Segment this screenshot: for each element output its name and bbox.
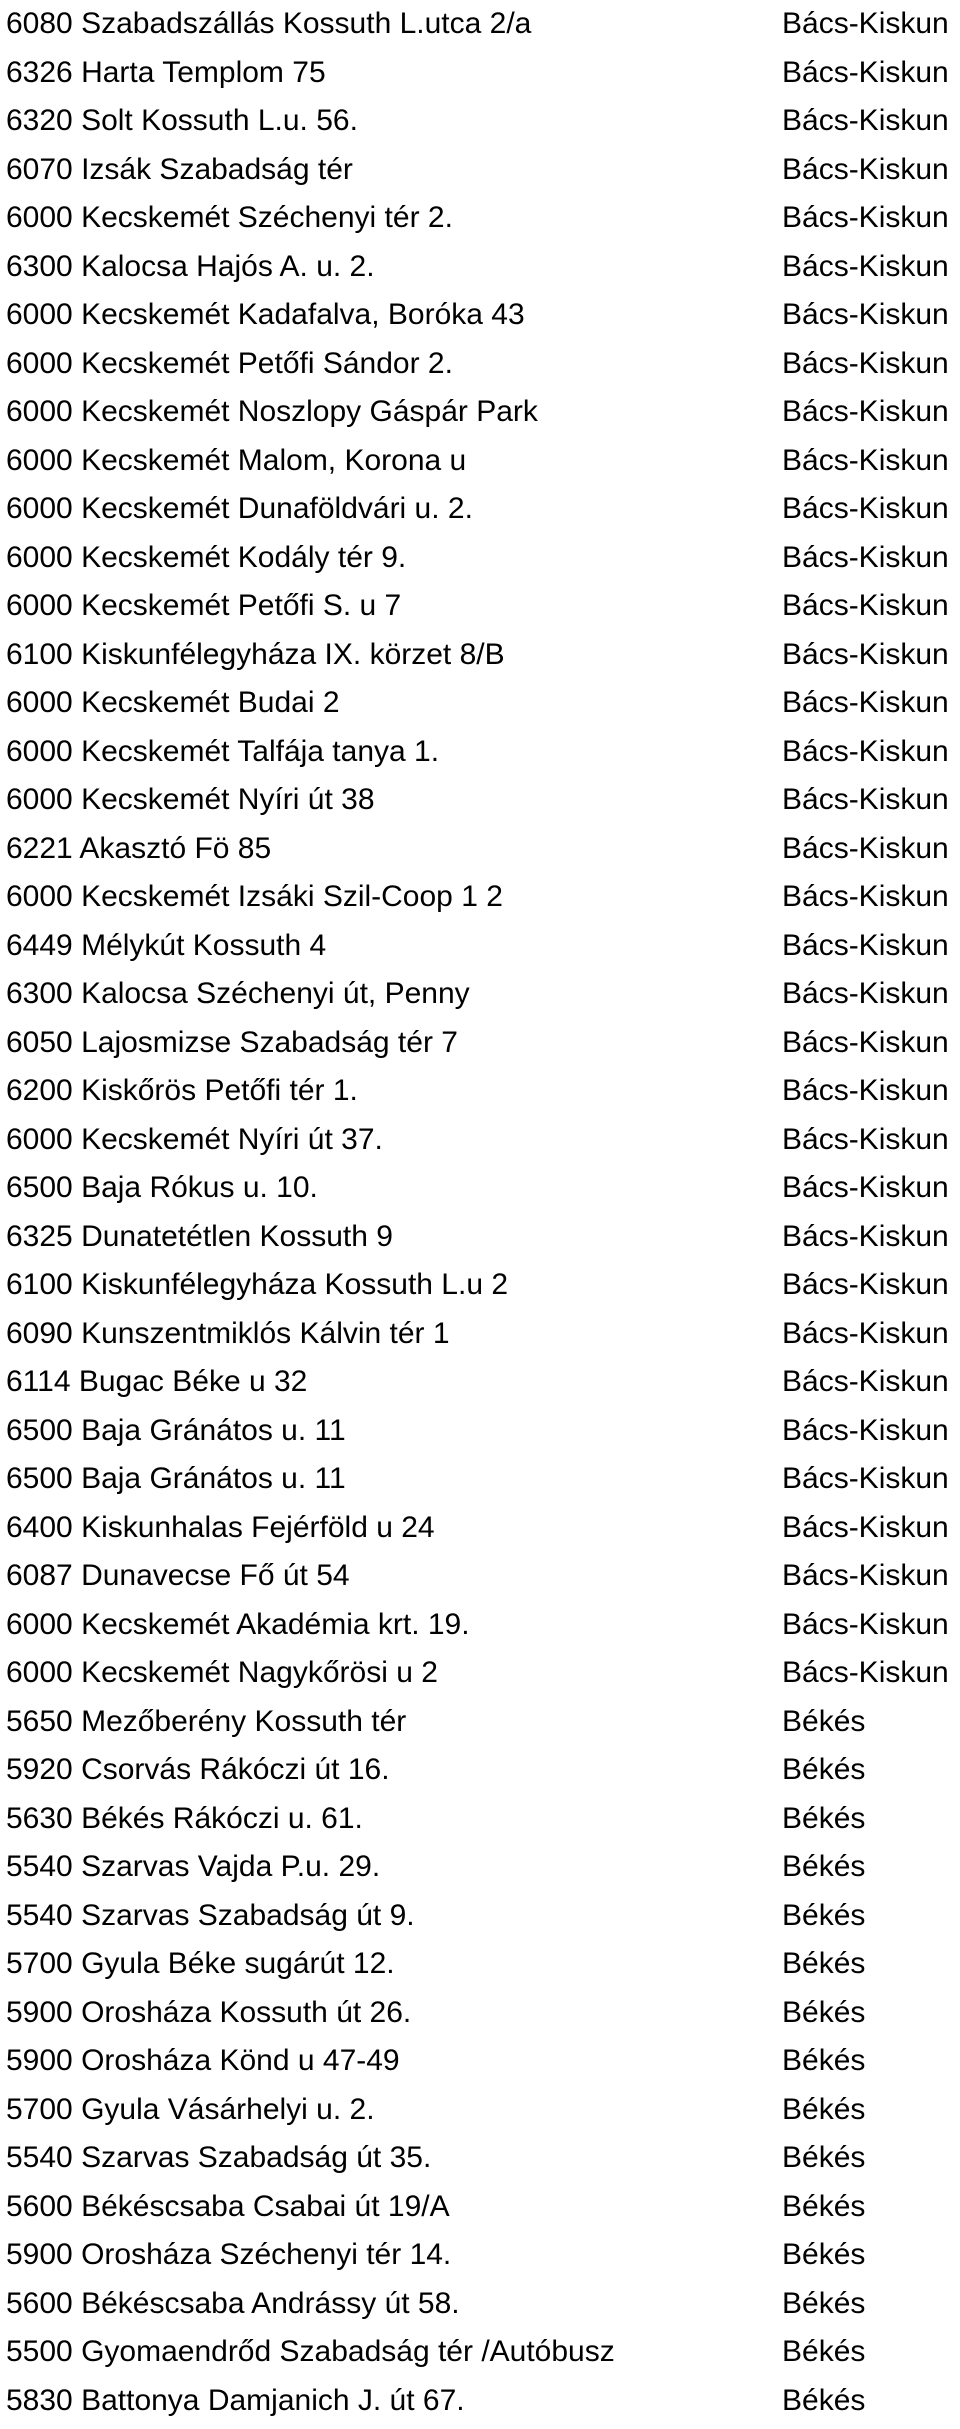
address-text: 6200 Kiskőrös Petőfi tér 1. [6, 1074, 358, 1107]
list-item [0, 1698, 960, 1747]
address-text: 5700 Gyula Vásárhelyi u. 2. [6, 2092, 375, 2126]
list-item [0, 1213, 960, 1262]
list-item [0, 970, 960, 1019]
county-text: Bács-Kiskun [782, 1510, 949, 1544]
list-item [0, 1407, 960, 1456]
list-item [0, 2328, 960, 2377]
list-item [0, 49, 960, 98]
county-text: Bács-Kiskun [782, 928, 949, 962]
list-item [0, 1358, 960, 1407]
address-text: 5500 Gyomaendrőd Szabadság tér /Autóbusz [6, 2335, 615, 2368]
list-item [0, 1019, 960, 1068]
address-text: 6400 Kiskunhalas Fejérföld u 24 [6, 1510, 435, 1544]
county-text: Békés [782, 2335, 866, 2368]
address-text: 5630 Békés Rákóczi u. 61. [6, 1801, 363, 1835]
address-text: 6000 Kecskemét Nyíri út 37. [6, 1122, 383, 1156]
county-text: Bács-Kiskun [782, 589, 949, 622]
list-item [0, 194, 960, 243]
county-text: Békés [782, 2044, 866, 2077]
list-item [0, 534, 960, 583]
address-text: 6000 Kecskemét Budai 2 [6, 686, 340, 719]
list-item [0, 631, 960, 680]
county-text: Békés [782, 1995, 866, 2029]
list-item [0, 776, 960, 825]
address-text: 6000 Kecskemét Kadafalva, Boróka 43 [6, 298, 525, 331]
address-text: 6070 Izsák Szabadság tér [6, 152, 353, 186]
address-text: 6000 Kecskemét Noszlopy Gáspár Park [6, 395, 538, 428]
county-text: Bács-Kiskun [782, 1316, 949, 1350]
county-text: Békés [782, 2141, 866, 2174]
list-item [0, 243, 960, 292]
address-text: 5920 Csorvás Rákóczi út 16. [6, 1753, 390, 1786]
list-item [0, 1164, 960, 1213]
county-text: Békés [782, 1850, 866, 1883]
address-text: 6050 Lajosmizse Szabadság tér 7 [6, 1025, 458, 1059]
list-item [0, 1261, 960, 1310]
address-text: 5540 Szarvas Vajda P.u. 29. [6, 1850, 381, 1883]
county-text: Békés [782, 2238, 866, 2271]
county-text: Bács-Kiskun [782, 152, 949, 186]
list-item [0, 1455, 960, 1504]
list-item [0, 728, 960, 777]
county-text: Bács-Kiskun [782, 1171, 949, 1204]
list-item [0, 2377, 960, 2426]
list-item [0, 388, 960, 437]
county-text: Bács-Kiskun [782, 880, 949, 913]
county-text: Bács-Kiskun [782, 249, 949, 283]
address-text: 6000 Kecskemét Nyíri út 38 [6, 783, 375, 816]
address-text: 5540 Szarvas Szabadság út 9. [6, 1898, 415, 1932]
list-item [0, 679, 960, 728]
list-item [0, 1795, 960, 1844]
list-item [0, 1310, 960, 1359]
county-text: Bács-Kiskun [782, 1559, 949, 1592]
list-item [0, 1116, 960, 1165]
county-text: Békés [782, 2189, 866, 2223]
list-item [0, 291, 960, 340]
list-item [0, 1746, 960, 1795]
list-item [0, 1940, 960, 1989]
address-text: 6000 Kecskemét Széchenyi tér 2. [6, 201, 453, 234]
address-text: 6300 Kalocsa Hajós A. u. 2. [6, 249, 375, 283]
address-text: 5600 Békéscsaba Andrássy út 58. [6, 2286, 460, 2320]
address-text: 5650 Mezőberény Kossuth tér [6, 1704, 407, 1738]
list-item [0, 2183, 960, 2232]
address-text: 6000 Kecskemét Izsáki Szil-Coop 1 2 [6, 880, 503, 913]
county-text: Békés [782, 1704, 866, 1738]
list-item [0, 582, 960, 631]
county-text: Békés [782, 1801, 866, 1835]
address-text: 6000 Kecskemét Malom, Korona u [6, 443, 467, 477]
address-text: 5900 Orosháza Kossuth út 26. [6, 1995, 412, 2029]
address-text: 6090 Kunszentmiklós Kálvin tér 1 [6, 1316, 450, 1350]
county-text: Bács-Kiskun [782, 346, 949, 380]
list-item [0, 1649, 960, 1698]
county-text: Bács-Kiskun [782, 395, 949, 428]
list-item [0, 825, 960, 874]
address-text: 6000 Kecskemét Petőfi Sándor 2. [6, 346, 453, 380]
county-text: Békés [782, 2286, 866, 2320]
county-text: Bács-Kiskun [782, 1074, 949, 1107]
address-text: 6500 Baja Gránátos u. 11 [6, 1462, 346, 1495]
address-text: 6300 Kalocsa Széchenyi út, Penny [6, 977, 470, 1010]
county-text: Békés [782, 1947, 866, 1980]
list-item [0, 1843, 960, 1892]
county-text: Bács-Kiskun [782, 831, 949, 865]
address-text: 6100 Kiskunfélegyháza Kossuth L.u 2 [6, 1268, 509, 1301]
county-text: Bács-Kiskun [782, 540, 949, 574]
list-item [0, 340, 960, 389]
county-text: Békés [782, 1753, 866, 1786]
county-text: Bács-Kiskun [782, 1122, 949, 1156]
county-text: Bács-Kiskun [782, 783, 949, 816]
county-text: Bács-Kiskun [782, 1413, 949, 1447]
list-item [0, 1552, 960, 1601]
address-text: 6000 Kecskemét Dunaföldvári u. 2. [6, 492, 473, 525]
county-text: Bács-Kiskun [782, 443, 949, 477]
county-text: Bács-Kiskun [782, 55, 949, 89]
county-text: Bács-Kiskun [782, 201, 949, 234]
county-text: Bács-Kiskun [782, 492, 949, 525]
address-text: 5900 Orosháza Széchenyi tér 14. [6, 2238, 452, 2271]
list-item [0, 1892, 960, 1941]
address-text: 6080 Szabadszállás Kossuth L.utca 2/a [6, 7, 532, 40]
list-item [0, 1601, 960, 1650]
list-item [0, 146, 960, 195]
county-text: Bács-Kiskun [782, 104, 949, 137]
address-text: 6500 Baja Gránátos u. 11 [6, 1413, 346, 1447]
county-text: Bács-Kiskun [782, 1219, 949, 1253]
county-text: Bács-Kiskun [782, 686, 949, 719]
list-item [0, 1067, 960, 1116]
address-text: 5600 Békéscsaba Csabai út 19/A [6, 2189, 450, 2223]
county-text: Bács-Kiskun [782, 1462, 949, 1495]
county-text: Bács-Kiskun [782, 977, 949, 1010]
list-item [0, 2134, 960, 2183]
county-text: Bács-Kiskun [782, 1268, 949, 1301]
address-text: 6221 Akasztó Fö 85 [6, 831, 272, 865]
county-text: Bács-Kiskun [782, 1365, 949, 1398]
list-item [0, 0, 960, 49]
county-text: Békés [782, 2383, 866, 2417]
address-text: 6325 Dunatetétlen Kossuth 9 [6, 1219, 393, 1253]
address-text: 6000 Kecskemét Akadémia krt. 19. [6, 1607, 470, 1641]
address-text: 5830 Battonya Damjanich J. út 67. [6, 2383, 465, 2417]
address-text: 5700 Gyula Béke sugárút 12. [6, 1947, 395, 1980]
county-text: Bács-Kiskun [782, 1607, 949, 1641]
address-text: 6000 Kecskemét Petőfi S. u 7 [6, 589, 402, 622]
address-text: 6326 Harta Templom 75 [6, 55, 326, 89]
county-text: Bács-Kiskun [782, 1025, 949, 1059]
county-text: Bács-Kiskun [782, 1656, 949, 1689]
county-text: Békés [782, 2092, 866, 2126]
address-text: 6087 Dunavecse Fő út 54 [6, 1559, 350, 1592]
county-text: Bács-Kiskun [782, 298, 949, 331]
address-text: 6449 Mélykút Kossuth 4 [6, 928, 327, 962]
list-item [0, 1989, 960, 2038]
county-text: Bács-Kiskun [782, 734, 949, 768]
county-text: Bács-Kiskun [782, 637, 949, 671]
list-item [0, 485, 960, 534]
address-text: 5900 Orosháza Könd u 47-49 [6, 2044, 400, 2077]
address-text: 6500 Baja Rókus u. 10. [6, 1171, 318, 1204]
list-item [0, 97, 960, 146]
list-item [0, 873, 960, 922]
list-item [0, 2037, 960, 2086]
list-item [0, 437, 960, 486]
list-item [0, 2086, 960, 2135]
county-text: Bács-Kiskun [782, 7, 949, 40]
county-text: Békés [782, 1898, 866, 1932]
address-text: 6000 Kecskemét Talfája tanya 1. [6, 734, 440, 768]
list-item [0, 1504, 960, 1553]
address-text: 6000 Kecskemét Nagykőrösi u 2 [6, 1656, 438, 1689]
address-text: 6114 Bugac Béke u 32 [6, 1365, 308, 1398]
list-item [0, 922, 960, 971]
list-item [0, 2231, 960, 2280]
address-text: 6100 Kiskunfélegyháza IX. körzet 8/B [6, 637, 505, 671]
address-text: 6320 Solt Kossuth L.u. 56. [6, 104, 358, 137]
list-item [0, 2280, 960, 2329]
address-text: 5540 Szarvas Szabadság út 35. [6, 2141, 432, 2174]
address-text: 6000 Kecskemét Kodály tér 9. [6, 540, 407, 574]
